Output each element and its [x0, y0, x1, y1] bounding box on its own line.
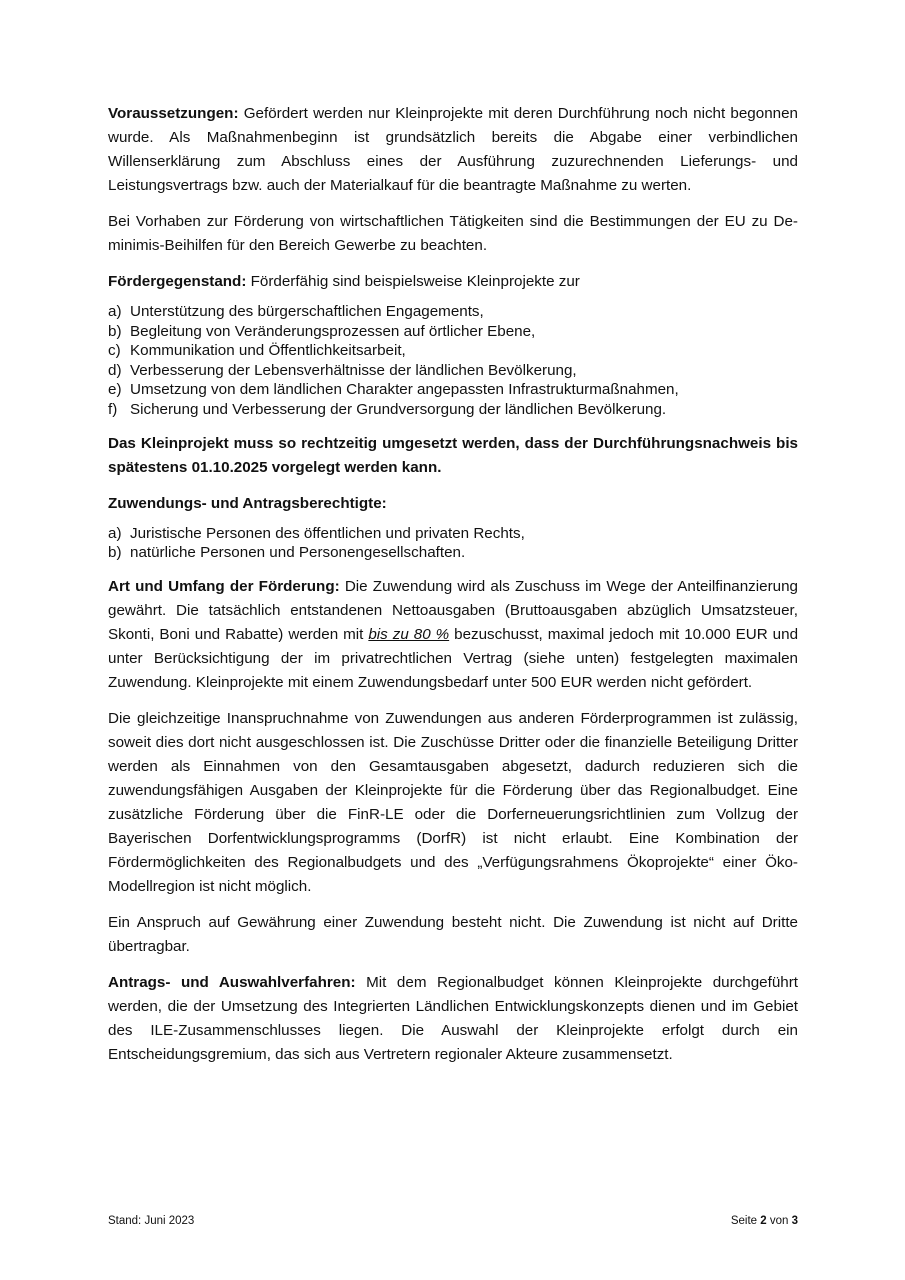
art-umfang-text-after: bezuschusst, maximal jedoch mit 10.000 EUR und unter Berücksichtigung der im privatrechtlichen Vertrag (siehe unten) festgelegten maximalen Zuwendung. Kleinprojekte mit einem Zuwendungsbedarf unter 500 EUR werden nicht gefördert.	[108, 625, 799, 691]
list-item	[108, 400, 798, 420]
page-prefix: Seite	[730, 1215, 761, 1227]
list-item	[108, 380, 798, 400]
list-item-text: Unterstützung des bürgerschaftlichen Engagements,	[130, 303, 484, 320]
list-item-text: Kommunikation und Öffentlichkeitsarbeit,	[130, 342, 406, 360]
list-marker: b)	[108, 544, 122, 562]
document-page	[108, 102, 798, 1079]
list-item	[108, 322, 798, 342]
list-marker: a)	[108, 303, 122, 320]
voraussetzungen-label: Voraussetzungen:	[108, 105, 239, 122]
list-item-text: Juristische Personen des öffentlichen und privaten Rechts,	[130, 524, 525, 542]
voraussetzungen-text: Gefördert werden nur Kleinprojekte mit deren Durchführung noch nicht begonnen wurde. Als Maßnahmenbeginn ist grundsätzlich bereits die Abgabe einer verbindlichen Willenserklärung zum Abschluss eines der Ausführung zuzurechnenden Lieferungs- und Leistungsvertrags bzw. auch der Materialkauf für die beantragte Maßnahme zu werten.	[108, 105, 798, 194]
page-mid: von	[766, 1215, 792, 1227]
list-marker: c)	[108, 342, 121, 360]
verfahren-label: Antrags- und Auswahlverfahren:	[108, 973, 356, 991]
page-total: 3	[791, 1215, 798, 1227]
foerdergegenstand-text: Förderfähig sind beispielsweise Kleinprojekte zur	[246, 273, 580, 290]
art-umfang-label: Art und Umfang der Förderung:	[108, 577, 340, 595]
section-foerdergegenstand	[108, 270, 798, 294]
section-voraussetzungen	[108, 102, 798, 198]
list-item	[108, 361, 798, 381]
list-marker: d)	[108, 361, 122, 379]
list-item-text: Sicherung und Verbesserung der Grundversorgung der ländlichen Bevölkerung.	[130, 400, 667, 418]
paragraph-de-minimis: Bei Vorhaben zur Förderung von wirtschaftlichen Tätigkeiten sind die Bestimmungen der EU zu De-minimis-Beihilfen für den Bereich Gewerbe zu beachten.	[108, 213, 798, 254]
list-marker: a)	[108, 524, 122, 542]
list-marker: b)	[108, 322, 122, 340]
list-item-text: Umsetzung von dem ländlichen Charakter angepassten Infrastrukturmaßnahmen,	[130, 381, 679, 399]
paragraph-gleichzeitige: Die gleichzeitige Inanspruchnahme von Zuwendungen aus anderen Förderprogrammen ist zulässig, soweit dies dort nicht ausgeschlossen ist. Die Zuschüsse Dritter oder die finanzielle Beteiligung Dritter werden als Einnahmen von den Gesamtausgaben abgesetzt, dadurch reduzieren sich die zuwendungsfähigen Ausgaben der Kleinprojekte für die Förderung über das Regionalbudget. Eine zusätzliche Förderung über die FinR-LE oder die Dorferneuerungsrichtlinien zum Vollzug der Bayerischen Dorfentwicklungsprogramms (DorfR) ist nicht erlaubt. Eine Kombination der Fördermöglichkeiten des Regionalbudgets und des „Verfügungsrahmens Ökoprojekte“ einer Öko-Modellregion ist nicht möglich.	[108, 709, 798, 895]
list-item	[108, 524, 798, 544]
funding-rate-emphasis: bis zu 80 %	[368, 625, 450, 643]
section-verfahren	[108, 971, 798, 1067]
page-footer	[108, 1214, 798, 1228]
berechtigte-list	[108, 524, 798, 563]
berechtigte-heading: Zuwendungs- und Antragsberechtigte:	[108, 494, 387, 512]
list-item-text: Begleitung von Veränderungsprozessen auf örtlicher Ebene,	[130, 322, 536, 340]
list-marker: f)	[108, 400, 118, 418]
list-item	[108, 341, 798, 361]
footer-stand: Stand: Juni 2023	[108, 1215, 195, 1227]
foerdergegenstand-list	[108, 302, 798, 420]
foerdergegenstand-label: Fördergegenstand:	[108, 273, 247, 290]
deadline-notice: Das Kleinprojekt muss so rechtzeitig umgesetzt werden, dass der Durchführungsnachweis bis spätestens 01.10.2025 vorgelegt werden kann.	[108, 434, 798, 476]
section-art-umfang	[108, 575, 798, 695]
list-item	[108, 302, 798, 322]
page-current: 2	[760, 1215, 767, 1227]
paragraph-anspruch: Ein Anspruch auf Gewährung einer Zuwendung besteht nicht. Die Zuwendung ist nicht auf Dritte übertragbar.	[108, 913, 798, 955]
art-umfang-text-before: Die Zuwendung wird als Zuschuss im Wege der Anteilfinanzierung gewährt. Die tatsächlich entstandenen Nettoausgaben (Bruttoausgaben abzüglich Umsatzsteuer, Skonti, Boni und Rabatte) werden mit	[108, 577, 798, 643]
list-item	[108, 543, 798, 563]
verfahren-text: Mit dem Regionalbudget können Kleinprojekte durchgeführt werden, die der Umsetzung des Integrierten Ländlichen Entwicklungskonzepts dienen und im Gebiet des ILE-Zusammenschlusses liegen. Die Auswahl der Kleinprojekte erfolgt durch ein Entscheidungsgremium, das sich aus Vertretern regionaler Akteure zusammensetzt.	[108, 973, 799, 1063]
footer-page-number	[731, 1214, 798, 1228]
list-item-text: Verbesserung der Lebensverhältnisse der ländlichen Bevölkerung,	[130, 361, 577, 379]
list-item-text: natürliche Personen und Personengesellschaften.	[130, 544, 466, 562]
list-marker: e)	[108, 381, 122, 399]
